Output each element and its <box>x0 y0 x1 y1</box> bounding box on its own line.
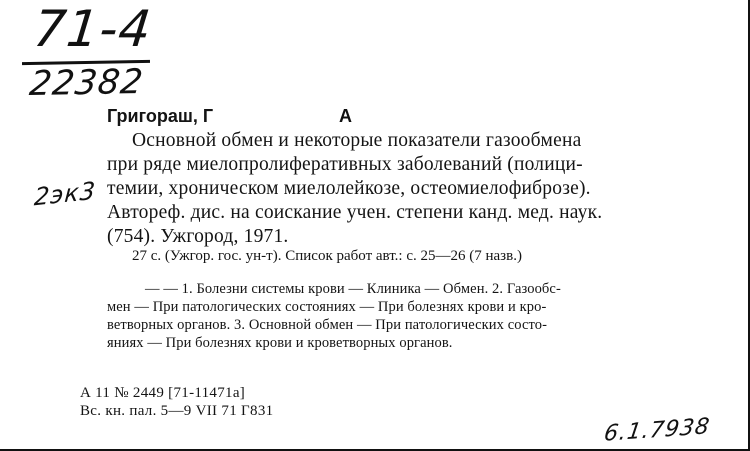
author-letter: А <box>339 106 352 126</box>
title-line-2: при ряде миелопролиферативных заболеваний (полици- <box>107 154 583 175</box>
subject-line-1: — — 1. Болезни системы крови — Клиника — Обмен. 2. Газообс- <box>145 281 561 297</box>
handwritten-margin-note: 2эк3 <box>33 176 98 212</box>
subject-line-3: ветворных органов. 3. Основной обмен — При патологических состо- <box>107 317 548 333</box>
subject-line-2: мен — При патологических состояниях — При болезнях крови и кро- <box>107 299 547 315</box>
handwritten-bottom-note: 6.1.7938 <box>602 414 712 447</box>
accession-number: А 11 № 2449 [71-11471а] <box>80 385 246 401</box>
subject-line-4: яниях — При болезнях крови и кроветворных органов. <box>107 335 453 351</box>
physical-description: 27 с. (Ужгор. гос. ун-т). Список работ авт.: с. 25—26 (7 назв.) <box>132 248 522 264</box>
title-line-4: Автореф. дис. на соискание учен. степени канд. мед. наук. <box>107 202 603 223</box>
handwritten-code: 71-4 <box>30 0 155 58</box>
handwritten-number: 22382 <box>27 62 146 104</box>
title-line-1: Основной обмен и некоторые показатели газообмена <box>132 130 582 151</box>
shelf-mark: Вс. кн. пал. 5—9 VII 71 Г831 <box>80 403 274 419</box>
title-line-3: темии, хроническом миелолейкозе, остеомиелофиброзе). <box>107 178 591 199</box>
author-name: Григораш, Г <box>107 106 214 126</box>
title-line-5: (754). Ужгород, 1971. <box>107 226 289 247</box>
